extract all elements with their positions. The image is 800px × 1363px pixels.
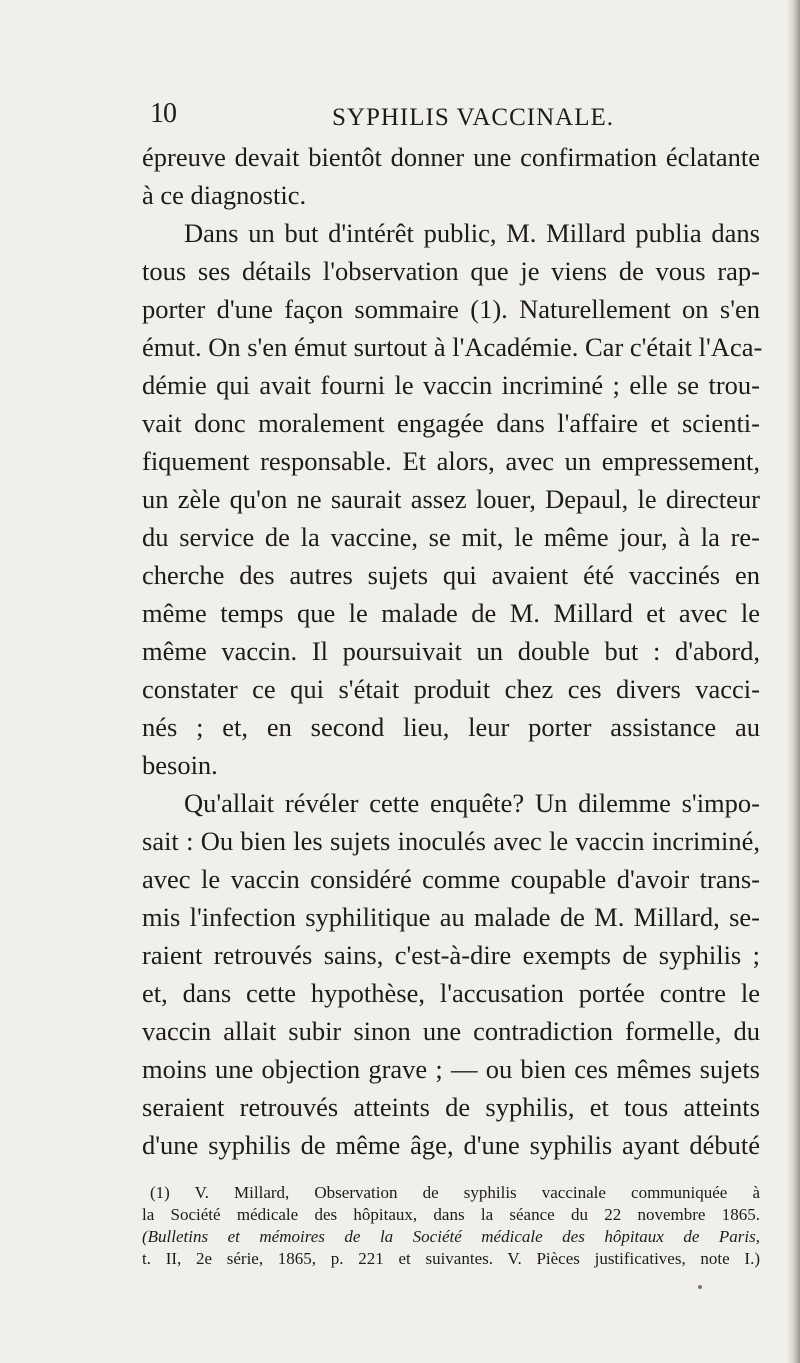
text-line: avec le vaccin considéré comme coupable d'avoir trans- xyxy=(142,864,760,894)
page-edge-shadow xyxy=(786,0,800,1363)
text-line: et, dans cette hypothèse, l'accusation portée contre le xyxy=(142,978,760,1008)
text-line: raient retrouvés sains, c'est-à-dire exempts de syphilis ; xyxy=(142,940,760,970)
text-line: Dans un but d'intérêt public, M. Millard publia dans xyxy=(184,218,760,248)
text-line: d'une syphilis de même âge, d'une syphilis ayant débuté xyxy=(142,1130,760,1160)
text-line: seraient retrouvés atteints de syphilis, et tous atteints xyxy=(142,1092,760,1122)
text-line: à ce diagnostic. xyxy=(142,180,307,210)
text-line: vait donc moralement engagée dans l'affaire et scienti- xyxy=(142,408,760,438)
text-line: même temps que le malade de M. Millard et avec le xyxy=(142,598,760,628)
text-line: du service de la vaccine, se mit, le même jour, à la re- xyxy=(142,522,760,552)
page-header xyxy=(0,98,800,138)
footnote-line: la Société médicale des hôpitaux, dans la séance du 22 novembre 1865. xyxy=(142,1205,760,1224)
text-line: émut. On s'en émut surtout à l'Académie. Car c'était l'Aca- xyxy=(142,332,763,362)
text-line: Qu'allait révéler cette enquête? Un dilemme s'impo- xyxy=(184,788,760,818)
text-line: même vaccin. Il poursuivait un double but : d'abord, xyxy=(142,636,760,666)
text-line: vaccin allait subir sinon une contradiction formelle, du xyxy=(142,1016,760,1046)
text-line: moins une objection grave ; — ou bien ces mêmes sujets xyxy=(142,1054,760,1084)
text-line: constater ce qui s'était produit chez ces divers vacci- xyxy=(142,674,760,704)
text-line: porter d'une façon sommaire (1). Naturellement on s'en xyxy=(142,294,760,324)
footnote-line: (1) V. Millard, Observation de syphilis vaccinale communiquée à xyxy=(150,1183,760,1202)
footnote xyxy=(142,1182,760,1270)
text-line: épreuve devait bientôt donner une confirmation éclatante xyxy=(142,142,760,172)
text-line: mis l'infection syphilitique au malade de M. Millard, se- xyxy=(142,902,760,932)
text-line: besoin. xyxy=(142,750,218,780)
text-line: nés ; et, en second lieu, leur porter assistance au xyxy=(142,712,760,742)
text-line: tous ses détails l'observation que je viens de vous rap- xyxy=(142,256,760,286)
text-line: un zèle qu'on ne saurait assez louer, Depaul, le directeur xyxy=(142,484,760,514)
text-line: cherche des autres sujets qui avaient été vaccinés en xyxy=(142,560,760,590)
text-line: sait : Ou bien les sujets inoculés avec le vaccin incriminé, xyxy=(142,826,760,856)
text-line: démie qui avait fourni le vaccin incriminé ; elle se trou- xyxy=(142,370,760,400)
body-text xyxy=(142,138,763,1164)
page-number: 10 xyxy=(150,98,176,129)
footnote-line: t. II, 2e série, 1865, p. 221 et suivantes. V. Pièces justificatives, note I.) xyxy=(142,1249,760,1268)
running-head: SYPHILIS VACCINALE. xyxy=(332,104,615,131)
ink-speck xyxy=(698,1285,702,1289)
footnote-line: (Bulletins et mémoires de la Société médicale des hôpitaux de Paris, xyxy=(142,1227,760,1246)
text-line: fiquement responsable. Et alors, avec un empressement, xyxy=(142,446,760,476)
